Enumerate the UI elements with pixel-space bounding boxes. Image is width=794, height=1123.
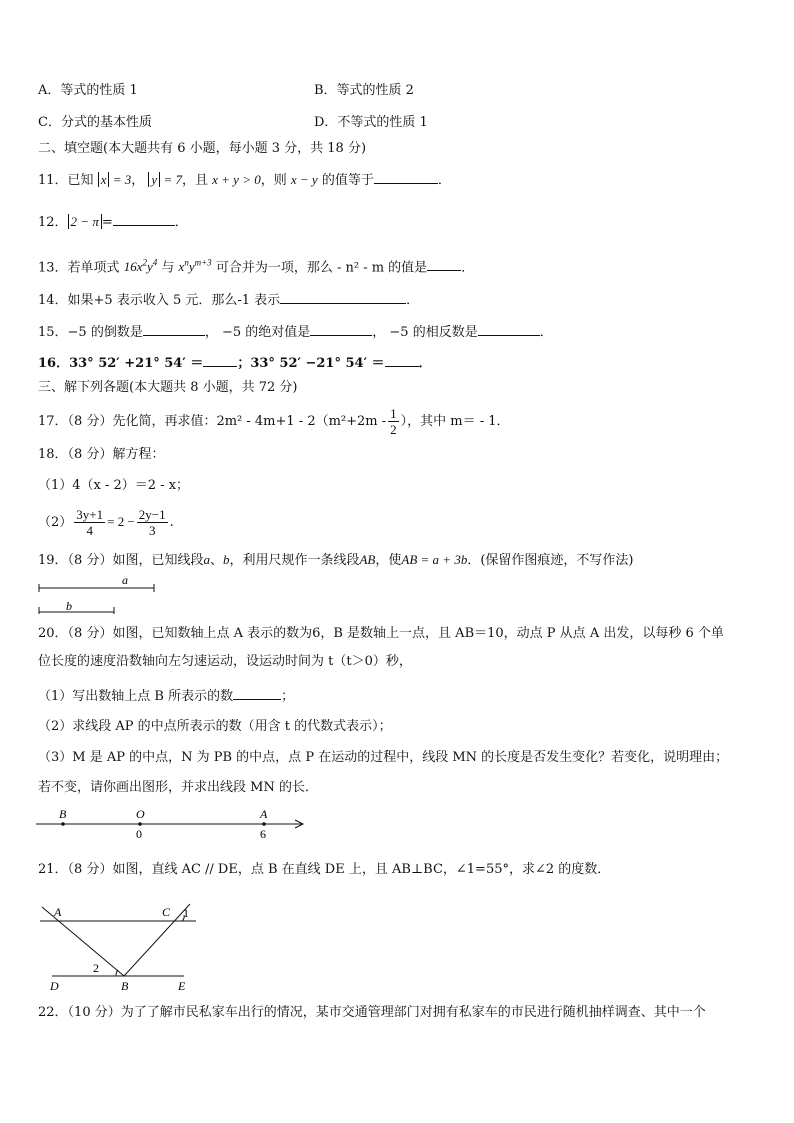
segment-b-label: b xyxy=(66,599,72,613)
angle-2-arc xyxy=(116,970,118,976)
point-o xyxy=(138,822,142,826)
segments-figure xyxy=(36,572,166,614)
tick-label-6: 6 xyxy=(260,827,266,841)
answer-blank xyxy=(233,687,281,700)
label-a: A xyxy=(54,905,62,919)
question-22: 22．（10 分）为了了解市民私家车出行的情况，某市交通管理部门对拥有私家车的市民进行随机抽样调查、其中一个 xyxy=(38,1005,706,1020)
option-c: C．分式的基本性质 xyxy=(38,115,152,130)
answer-blank xyxy=(374,171,438,184)
segment-a-label: a xyxy=(122,573,128,587)
label-b: B xyxy=(59,807,67,821)
section-3-heading: 三、解下列各题(本大题共 8 小题，共 72 分) xyxy=(38,380,298,395)
answer-blank xyxy=(203,354,237,367)
option-b: B．等式的性质 2 xyxy=(314,83,414,98)
question-20-part-3-line-2: 若不变，请你画出图形，并求出线段 MN 的长． xyxy=(38,780,318,795)
question-18-part-2: （2） $\frac{3y+1}{4}$ = 2 − $\frac{2y-1}{3}$ . xyxy=(38,507,174,538)
question-17: 17．（8 分）先化简，再求值：2m² - 4m+1 - 2（m²+2m - $\frac{1}{2}$ ），其中 m＝ - 1． xyxy=(38,406,510,437)
answer-blank xyxy=(310,323,372,336)
section-2-heading: 二、填空题(本大题共有 6 小题，每小题 3 分，共 18 分) xyxy=(38,141,367,156)
question-11: 11．已知 x = 3， y = 7，且 x + y > 0，则 x − y 的值等于 ． xyxy=(38,172,451,188)
question-12: 12． 2 − π = ． xyxy=(38,214,188,230)
point-a xyxy=(262,822,266,826)
label-b: B xyxy=(121,979,129,993)
answer-blank xyxy=(280,291,406,304)
segment-bc xyxy=(124,904,190,976)
answer-blank xyxy=(427,258,461,271)
answer-blank xyxy=(113,213,175,226)
label-e: E xyxy=(178,979,186,993)
question-20-part-3-line-1: （3）M 是 AP 的中点，N 为 PB 的中点，点 P 在运动的过程中，线段 MN 的长度是否发生变化？若变化，说明理由； xyxy=(38,750,729,765)
question-13: 13．若单项式 $16x^2y^4$ 与 $x^ny^{m+3}$ 可合并为一项，那么 - n² - m 的值是 ． xyxy=(38,258,475,276)
question-18-part-1: （1）4（x - 2）＝2 - x； xyxy=(38,478,190,493)
tick-label-0: 0 xyxy=(136,827,142,841)
label-angle-2: 2 xyxy=(93,961,99,975)
fraction: $\frac{3y+1}{4}$ xyxy=(76,507,104,538)
question-16: 16．33° 52′ +21° 54′ ＝ ；33° 52′ −21° 54′ ＝ ． xyxy=(38,356,432,371)
question-20-part-1: （1）写出数轴上点 B 所表示的数 ； xyxy=(38,689,295,704)
fraction: $\frac{1}{2}$ xyxy=(390,406,397,437)
question-20-line-1: 20．（8 分）如图，已知数轴上点 A 表示的数为6，B 是数轴上一点，且 AB＝10，动点 P 从点 A 出发，以每秒 6 个单 xyxy=(38,626,724,641)
parallel-lines-figure xyxy=(36,898,206,994)
point-b xyxy=(61,822,65,826)
number-line-figure xyxy=(34,804,314,842)
label-c: C xyxy=(162,905,171,919)
label-a: A xyxy=(260,807,268,821)
question-20-part-2: （2）求线段 AP 的中点所表示的数（用含 t 的代数式表示）； xyxy=(38,719,392,734)
question-15: 15．−5 的倒数是 ， −5 的绝对值是 ， −5 的相反数是 ． xyxy=(38,325,553,340)
fraction: $\frac{2y-1}{3}$ xyxy=(138,507,166,538)
option-d: D．不等式的性质 1 xyxy=(314,115,428,130)
question-20-line-2: 位长度的速度沿数轴向左匀速运动，设运动时间为 t（t＞0）秒， xyxy=(38,654,412,669)
question-14: 14．如果+5 表示收入 5 元．那么-1 表示 ． xyxy=(38,293,420,308)
answer-blank xyxy=(143,323,205,336)
answer-blank xyxy=(478,323,540,336)
label-d: D xyxy=(50,979,59,993)
answer-blank xyxy=(385,354,419,367)
question-18-title: 18．（8 分）解方程： xyxy=(38,447,165,462)
label-angle-1: 1 xyxy=(183,906,189,920)
question-21: 21．（8 分）如图，直线 AC // DE，点 B 在直线 DE 上，且 AB⊥BC，∠1=55°，求∠2 的度数． xyxy=(38,862,611,877)
label-o: O xyxy=(136,807,145,821)
option-a: A．等式的性质 1 xyxy=(38,83,138,98)
question-19: 19．（8 分）如图，已知线段a、b，利用尺规作一条线段AB，使AB = a + 3b．(保留作图痕迹，不写作法) xyxy=(38,552,634,568)
